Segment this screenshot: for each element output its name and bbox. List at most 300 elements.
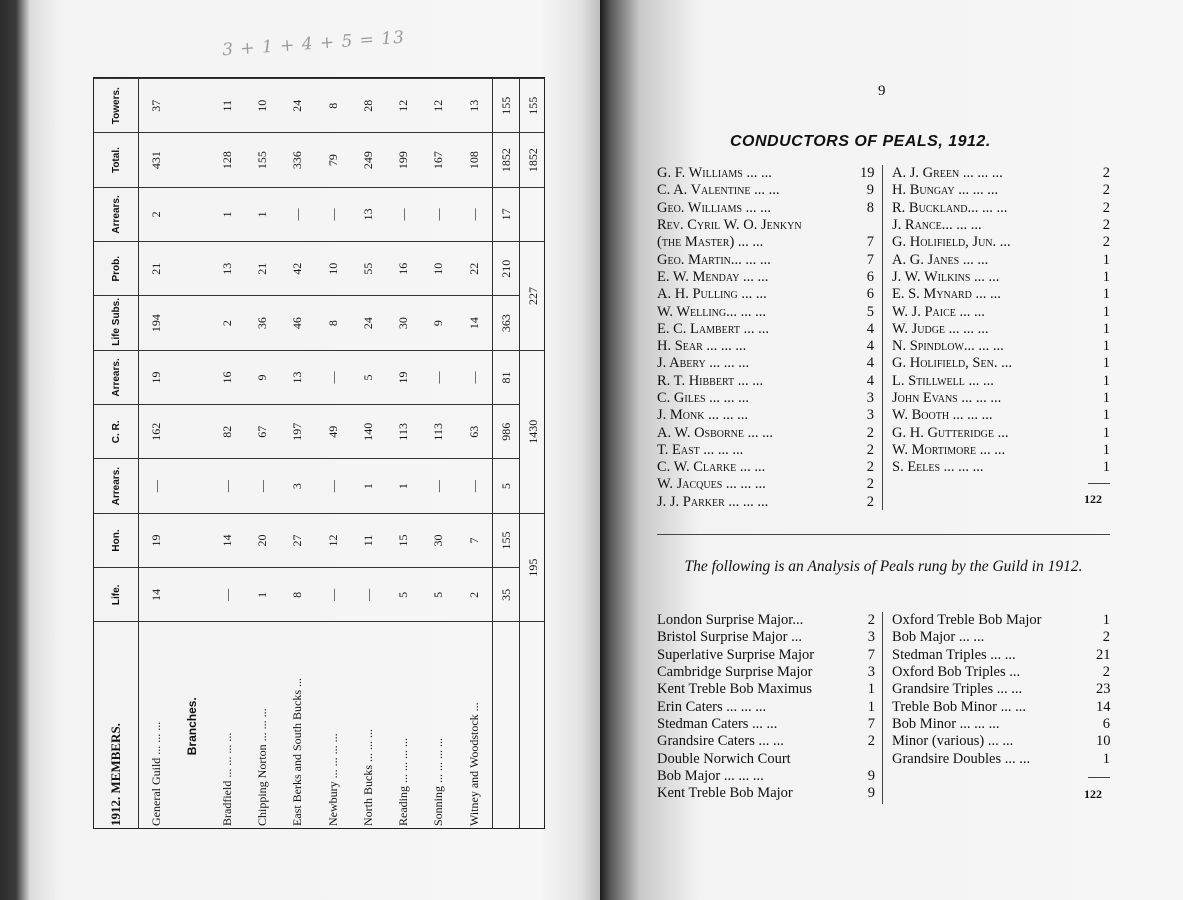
table-cell: 2: [210, 296, 245, 350]
list-item: [657, 733, 875, 750]
row-name: East Berks and South Bucks ...: [280, 622, 315, 829]
list-item: [657, 442, 874, 459]
list-item: [892, 407, 1110, 424]
item-name: Bob Major ... ... ...: [657, 767, 764, 784]
item-name: Bob Major ... ...: [892, 629, 985, 646]
table-cell: 336: [280, 133, 315, 187]
item-name: A. W. Osborne ... ...: [657, 424, 773, 441]
item-name: Double Norwich Court: [657, 750, 791, 767]
pencil-annotation: 3 + 1 + 4 + 5 = 13: [221, 27, 406, 61]
table-cell: —: [351, 568, 386, 622]
list-item: [892, 338, 1110, 355]
table-row: [139, 79, 175, 830]
table-cell: 2: [139, 187, 175, 241]
item-name: E. C. Lambert ... ...: [657, 320, 769, 337]
item-name: Grandsire Doubles ... ...: [892, 750, 1031, 767]
item-count: 23: [1096, 681, 1111, 698]
table-cell: 162: [139, 405, 175, 459]
item-name: J. Abery ... ... ...: [657, 355, 750, 372]
table-cell: 128: [210, 133, 245, 187]
grand-total-hon: 195: [520, 513, 546, 622]
item-name: W. Jacques ... ... ...: [657, 476, 766, 493]
item-name: A. G. Janes ... ...: [892, 251, 989, 268]
total-cell: 35: [493, 568, 520, 622]
item-count: 6: [1102, 715, 1110, 732]
table-row: [210, 79, 245, 830]
row-name: Witney and Woodstock ...: [456, 622, 492, 829]
item-name: W. Judge ... ... ...: [892, 320, 989, 337]
table-cell: 1: [245, 568, 280, 622]
item-count: 2: [1102, 629, 1110, 646]
list-item: [892, 698, 1110, 715]
conductors-left-column: [657, 165, 874, 511]
list-item: [657, 664, 875, 681]
table-cell: 19: [386, 350, 421, 404]
list-item: [892, 424, 1110, 441]
list-item: [657, 459, 874, 476]
list-item: [657, 716, 875, 733]
table-cell: 13: [210, 242, 245, 296]
item-name: C. A. Valentine ... ...: [657, 182, 780, 199]
list-item: [892, 629, 1110, 646]
item-name: W. J. Paice ... ...: [892, 303, 985, 320]
table-cell: 20: [245, 513, 280, 567]
members-table-frame: [93, 77, 545, 829]
table-cell: 108: [456, 133, 492, 187]
item-count: 2: [866, 441, 874, 458]
item-count: 9: [866, 182, 874, 199]
grand-totals-row: [520, 79, 546, 830]
item-count: 7: [867, 646, 875, 663]
table-row: [386, 79, 421, 830]
item-count: 1: [1102, 320, 1110, 337]
table-row: [351, 79, 386, 830]
table-cell: 10: [245, 79, 280, 133]
table-cell: —: [210, 459, 245, 513]
row-name: North Bucks ... ... ...: [351, 622, 386, 829]
item-count: 2: [867, 612, 875, 629]
total-cell: 81: [493, 350, 520, 404]
item-name: Stedman Caters ... ...: [657, 715, 778, 732]
table-cell: 1: [386, 459, 421, 513]
table-cell: —: [210, 568, 245, 622]
item-count: 21: [1096, 646, 1111, 663]
item-count: 4: [866, 320, 874, 337]
list-item: [657, 286, 874, 303]
table-cell: 82: [210, 405, 245, 459]
item-name: Grandsire Caters ... ...: [657, 733, 784, 750]
item-count: 6: [866, 268, 874, 285]
table-row: [421, 79, 456, 830]
item-count: 1: [1102, 251, 1110, 268]
table-cell: 63: [456, 405, 492, 459]
item-count: 2: [1102, 234, 1110, 251]
table-title: 1912. MEMBERS.: [94, 622, 139, 829]
header-total: Total.: [94, 133, 139, 187]
item-count: 1: [1102, 286, 1110, 303]
item-name: (the Master) ... ...: [657, 234, 764, 251]
list-item: [657, 390, 874, 407]
table-cell: 113: [386, 405, 421, 459]
table-row: [315, 79, 350, 830]
table-cell: 7: [456, 513, 492, 567]
list-item: [657, 494, 874, 511]
item-count: 3: [866, 390, 874, 406]
table-cell: 21: [139, 242, 175, 296]
table-cell: 431: [139, 133, 175, 187]
item-count: 7: [867, 715, 875, 732]
total-cell: 363: [493, 296, 520, 350]
item-count: 9: [867, 767, 875, 784]
item-count: 1: [1102, 612, 1110, 629]
sum-rule: [1088, 777, 1110, 778]
list-item: [657, 182, 874, 199]
grand-total-prob: 227: [520, 242, 546, 351]
item-name: Rev. Cyril W. O. Jenkyn: [657, 217, 802, 234]
item-count: 1: [867, 698, 875, 715]
item-name: Treble Bob Minor ... ...: [892, 698, 1026, 715]
table-cell: 194: [139, 296, 175, 350]
item-count: 2: [1102, 217, 1110, 234]
item-count: 1: [1102, 303, 1110, 320]
table-cell: 10: [315, 242, 350, 296]
item-count: 1: [1102, 390, 1110, 406]
list-item: [657, 234, 874, 251]
table-cell: 12: [386, 79, 421, 133]
table-cell: 11: [351, 513, 386, 567]
list-item: [892, 217, 1110, 234]
item-count: 2: [1102, 165, 1110, 182]
item-name: Geo. Martin... ... ...: [657, 251, 771, 268]
header-arrears-1: Arrears.: [94, 459, 139, 513]
list-item: [657, 612, 875, 629]
table-cell: 11: [210, 79, 245, 133]
page-number: 9: [878, 83, 886, 99]
item-name: C. W. Clarke ... ...: [657, 459, 766, 476]
item-count: 1: [1102, 441, 1110, 458]
members-table: [94, 78, 545, 829]
list-item: [657, 647, 875, 664]
list-item: [892, 716, 1110, 733]
item-name: Oxford Bob Triples ...: [892, 664, 1021, 681]
item-name: Cambridge Surprise Major: [657, 664, 813, 681]
item-name: Minor (various) ... ...: [892, 733, 1014, 750]
list-item: [657, 681, 875, 698]
section-divider: [657, 534, 1110, 535]
row-name: Sonning ... ... ... ...: [421, 622, 456, 829]
table-cell: 140: [351, 405, 386, 459]
item-count: 8: [866, 199, 874, 216]
table-cell: 67: [245, 405, 280, 459]
item-count: 3: [867, 629, 875, 646]
table-cell: 5: [421, 568, 456, 622]
item-count: 2: [1102, 199, 1110, 216]
item-count: 4: [866, 338, 874, 355]
table-cell: 9: [245, 350, 280, 404]
table-cell: —: [315, 350, 350, 404]
list-item: [657, 476, 874, 493]
table-cell: 12: [421, 79, 456, 133]
table-cell: —: [421, 459, 456, 513]
item-count: 2: [866, 493, 874, 510]
list-item: [657, 768, 875, 785]
list-item: [892, 251, 1110, 268]
peals-left-column: [657, 612, 875, 802]
list-item: [657, 407, 874, 424]
table-cell: 14: [139, 568, 175, 622]
table-cell: 8: [315, 296, 350, 350]
item-name: G. H. Gutteridge ...: [892, 424, 1009, 441]
table-cell: 22: [456, 242, 492, 296]
item-name: J. W. Wilkins ... ...: [892, 268, 1000, 285]
item-count: 6: [866, 286, 874, 303]
total-cell: 155: [493, 79, 520, 133]
table-cell: 10: [421, 242, 456, 296]
table-cell: —: [245, 459, 280, 513]
item-count: 2: [866, 476, 874, 493]
table-cell: 14: [456, 296, 492, 350]
item-name: R. T. Hibbert ... ...: [657, 372, 764, 389]
conductors-right-column: [892, 165, 1110, 476]
list-item: [892, 165, 1110, 182]
list-item: [657, 269, 874, 286]
table-cell: 199: [386, 133, 421, 187]
table-cell: —: [456, 350, 492, 404]
item-name: Erin Caters ... ... ...: [657, 698, 767, 715]
list-item: [892, 681, 1110, 698]
table-cell: —: [456, 187, 492, 241]
item-count: 1: [1102, 355, 1110, 372]
table-cell: 13: [351, 187, 386, 241]
table-cell: 37: [139, 79, 175, 133]
right-page: [600, 0, 1183, 900]
table-cell: —: [386, 187, 421, 241]
table-cell: 249: [351, 133, 386, 187]
grand-total: 1852: [520, 133, 546, 187]
item-name: Bristol Surprise Major ...: [657, 629, 802, 646]
table-cell: —: [139, 459, 175, 513]
table-cell: 36: [245, 296, 280, 350]
list-item: [892, 182, 1110, 199]
item-name: H. Bungay ... ... ...: [892, 182, 999, 199]
list-item: [892, 234, 1110, 251]
header-life-subs: Life Subs.: [94, 296, 139, 350]
table-cell: 2: [456, 568, 492, 622]
item-count: 9: [867, 785, 875, 802]
table-cell: 42: [280, 242, 315, 296]
table-cell: 14: [210, 513, 245, 567]
list-item: [892, 664, 1110, 681]
item-name: N. Spindlow... ... ...: [892, 338, 1004, 355]
table-cell: —: [456, 459, 492, 513]
item-count: 2: [1102, 182, 1110, 199]
list-item: [892, 355, 1110, 372]
table-cell: 55: [351, 242, 386, 296]
item-name: W. Mortimore ... ...: [892, 441, 1006, 458]
header-towers: Towers.: [94, 79, 139, 133]
item-count: 19: [860, 165, 875, 182]
item-name: L. Stillwell ... ...: [892, 372, 994, 389]
list-item: [892, 750, 1110, 767]
table-cell: 28: [351, 79, 386, 133]
table-header-row: [94, 79, 139, 830]
list-item: [892, 390, 1110, 407]
total-cell: 155: [493, 513, 520, 567]
analysis-heading: The following is an Analysis of Peals rung by the Guild in 1912.: [684, 558, 1083, 575]
list-item: [657, 338, 874, 355]
grand-total-cr: 1430: [520, 350, 546, 513]
list-item: [892, 303, 1110, 320]
list-item: [892, 612, 1110, 629]
table-cell: 113: [421, 405, 456, 459]
item-count: 2: [866, 424, 874, 441]
item-count: 1: [1102, 750, 1110, 767]
item-count: 4: [866, 372, 874, 389]
item-name: Superlative Surprise Major: [657, 646, 815, 663]
item-name: Kent Treble Bob Major: [657, 785, 793, 802]
table-cell: —: [280, 187, 315, 241]
page-title: CONDUCTORS OF PEALS, 1912.: [730, 133, 991, 150]
item-count: 7: [866, 234, 874, 251]
table-cell: 155: [245, 133, 280, 187]
table-cell: 30: [421, 513, 456, 567]
total-cell: 210: [493, 242, 520, 296]
table-cell: 27: [280, 513, 315, 567]
item-count: 2: [866, 459, 874, 476]
item-name: R. Buckland... ... ...: [892, 199, 1008, 216]
item-name: Kent Treble Bob Maximus: [657, 681, 813, 698]
list-item: [657, 217, 874, 234]
item-name: Grandsire Triples ... ...: [892, 681, 1023, 698]
item-name: G. Holifield, Sen. ...: [892, 355, 1012, 372]
table-cell: 19: [139, 350, 175, 404]
row-name: Bradfield ... ... ... ...: [210, 622, 245, 829]
total-cell: 5: [493, 459, 520, 513]
item-name: G. Holifield, Jun. ...: [892, 234, 1011, 251]
list-item: [657, 629, 875, 646]
item-name: A. H. Pulling ... ...: [657, 286, 767, 303]
table-cell: 49: [315, 405, 350, 459]
table-row: [280, 79, 315, 830]
conductors-total: 122: [1084, 492, 1102, 506]
table-cell: 13: [280, 350, 315, 404]
item-count: 7: [866, 251, 874, 268]
list-item: [657, 251, 874, 268]
list-item: [892, 442, 1110, 459]
table-cell: 1: [351, 459, 386, 513]
header-life: Life.: [94, 568, 139, 622]
table-cell: 3: [280, 459, 315, 513]
table-cell: 30: [386, 296, 421, 350]
table-cell: 5: [351, 350, 386, 404]
table-cell: 79: [315, 133, 350, 187]
table-cell: —: [421, 187, 456, 241]
item-count: 1: [1102, 372, 1110, 389]
list-item: [892, 373, 1110, 390]
peals-right-column: [892, 612, 1110, 768]
item-count: 1: [1102, 268, 1110, 285]
list-item: [892, 459, 1110, 476]
list-item: [892, 733, 1110, 750]
totals-row: [493, 79, 520, 830]
table-cell: 15: [386, 513, 421, 567]
row-name: General Guild ... ... ...: [139, 622, 175, 829]
column-divider: [882, 165, 883, 510]
item-count: 1: [1102, 407, 1110, 424]
table-cell: 1: [245, 187, 280, 241]
table-cell: 5: [386, 568, 421, 622]
table-cell: 8: [280, 568, 315, 622]
item-count: 4: [866, 355, 874, 372]
table-cell: —: [315, 459, 350, 513]
item-name: S. Eeles ... ... ...: [892, 459, 984, 476]
list-item: [657, 165, 874, 182]
item-name: W. Welling... ... ...: [657, 303, 767, 320]
total-cell: 17: [493, 187, 520, 241]
table-cell: 197: [280, 405, 315, 459]
table-cell: 46: [280, 296, 315, 350]
table-cell: 24: [280, 79, 315, 133]
total-cell: 1852: [493, 133, 520, 187]
table-row: [456, 79, 492, 830]
item-count: 14: [1096, 698, 1111, 715]
table-cell: 8: [315, 79, 350, 133]
item-count: 1: [867, 681, 875, 698]
branches-label-row: [174, 79, 209, 830]
header-cr: C. R.: [94, 405, 139, 459]
table-cell: 167: [421, 133, 456, 187]
item-name: C. Giles ... ... ...: [657, 390, 750, 406]
list-item: [657, 355, 874, 372]
item-name: London Surprise Major...: [657, 612, 804, 629]
table-cell: 16: [210, 350, 245, 404]
sum-rule: [1088, 483, 1110, 484]
item-name: G. F. Williams ... ...: [657, 165, 772, 182]
list-item: [657, 321, 874, 338]
branches-label: Branches.: [174, 622, 209, 829]
table-cell: 1: [210, 187, 245, 241]
table-cell: 21: [245, 242, 280, 296]
item-count: 1: [1102, 424, 1110, 441]
grand-total-towers: 155: [520, 79, 546, 133]
list-item: [657, 200, 874, 217]
item-name: H. Sear ... ... ...: [657, 338, 747, 355]
item-name: John Evans ... ... ...: [892, 390, 1002, 406]
item-name: A. J. Green ... ... ...: [892, 165, 1003, 182]
column-divider: [882, 612, 883, 804]
item-count: 3: [866, 407, 874, 424]
item-count: 2: [867, 733, 875, 750]
item-count: 3: [867, 664, 875, 681]
table-cell: 9: [421, 296, 456, 350]
header-arrears-3: Arrears.: [94, 187, 139, 241]
list-item: [892, 200, 1110, 217]
item-name: J. J. Parker ... ... ...: [657, 493, 769, 510]
members-table-rotated: [94, 78, 545, 829]
list-item: [892, 647, 1110, 664]
item-name: E. W. Menday ... ...: [657, 268, 769, 285]
list-item: [657, 424, 874, 441]
list-item: [657, 750, 875, 767]
header-arrears-2: Arrears.: [94, 350, 139, 404]
list-item: [657, 373, 874, 390]
peals-total: 122: [1084, 787, 1102, 801]
table-row: [245, 79, 280, 830]
item-name: E. S. Mynard ... ...: [892, 286, 1001, 303]
row-name: Reading ... ... ... ...: [386, 622, 421, 829]
item-count: 1: [1102, 459, 1110, 476]
list-item: [657, 303, 874, 320]
